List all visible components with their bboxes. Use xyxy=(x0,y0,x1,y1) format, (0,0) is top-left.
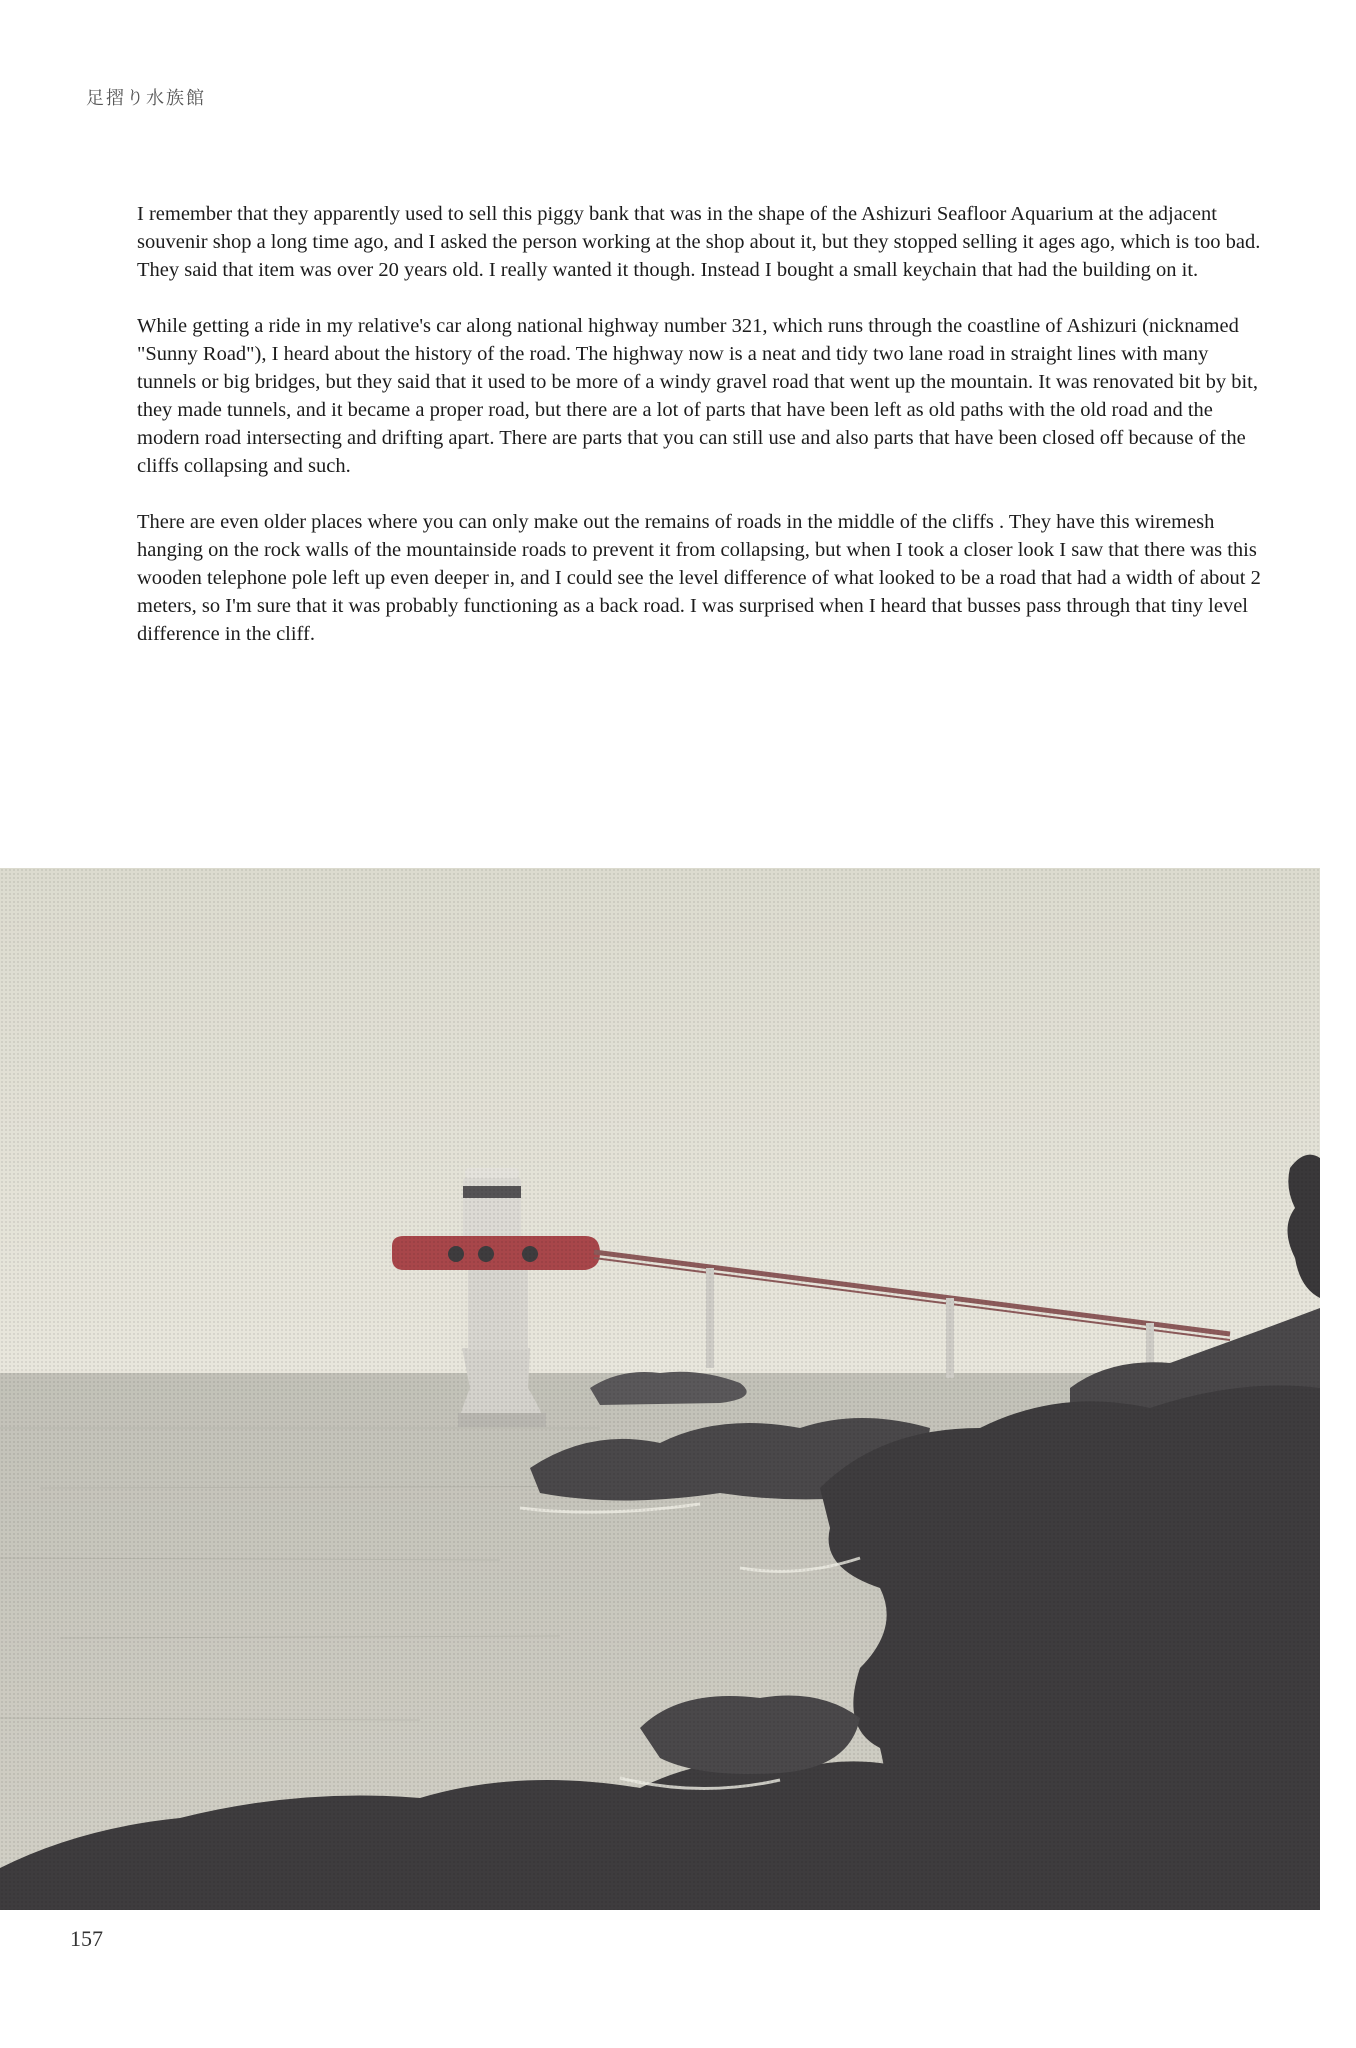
paragraph-1: I remember that they apparently used to sell this piggy bank that was in the shape of the Ashizuri Seafloor Aquarium at the adjacent souvenir shop a long time ago, and I asked the person working at the shop about it, but they stopped selling it ages ago, which is too bad. They said that item was over 20 years old. I really wanted it though. Instead I bought a small keychain that had the building on it. xyxy=(137,203,1261,281)
page-number: 157 xyxy=(70,1926,103,1951)
paragraph-2: While getting a ride in my relative's car along national highway number 321, which runs through the coastline of Ashizuri (nicknamed "Sunny Road"), I heard about the history of the road. The highway now is a neat and tidy two lane road in straight lines with many tunnels or big bridges, but they said that it used to be more of a windy gravel road that went up the mountain. It was renovated bit by bit, they made tunnels, and it became a proper road, but there are a lot of parts that have been left as old paths with the old road and the modern road intersecting and drifting apart. There are parts that you can still use and also parts that have been closed off because of the cliffs collapsing and such. xyxy=(137,315,1258,477)
running-header: 足摺り水族館 xyxy=(86,88,206,109)
article-body xyxy=(137,200,1267,676)
paragraph-3: There are even older places where you can only make out the remains of roads in the middle of the cliffs . They have this wiremesh hanging on the rock walls of the mountainside roads to prevent it from collapsing, but when I took a closer look I saw that there was this wooden telephone pole left up even deeper in, and I could see the level difference of what looked to be a road that had a width of about 2 meters, so I'm sure that it was probably functioning as a back road. I was surprised when I heard that busses pass through that tiny level difference in the cliff. xyxy=(137,511,1261,645)
aquarium-photo xyxy=(0,868,1320,1910)
